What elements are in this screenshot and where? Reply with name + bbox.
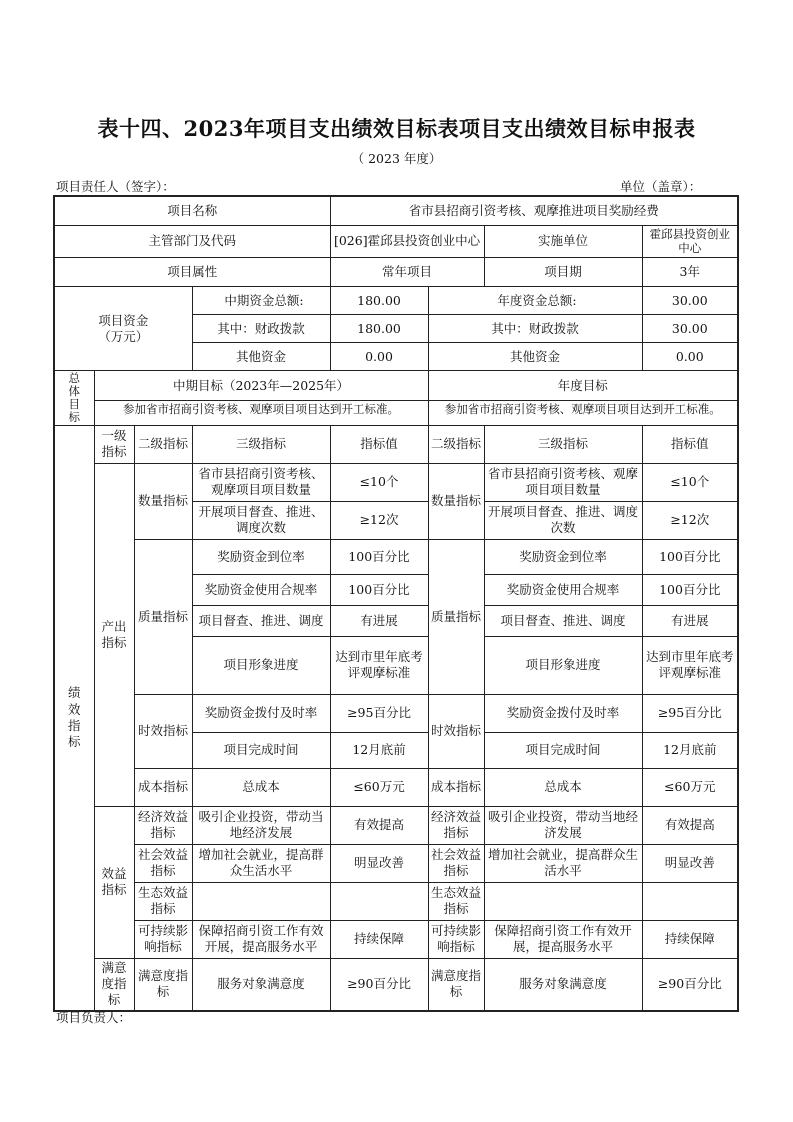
e1-value: 有效提高 xyxy=(330,806,428,844)
header-value: 指标值 xyxy=(330,425,428,463)
t1-name-right: 奖励资金拨付及时率 xyxy=(484,694,642,732)
project-attribute-value: 常年项目 xyxy=(330,258,484,287)
s1-name: 增加社会就业，提高群众生活水平 xyxy=(192,844,330,882)
ql2-value: 100百分比 xyxy=(330,574,428,605)
q2-value: ≥12次 xyxy=(330,501,428,539)
c1-value-right: ≤60万元 xyxy=(642,768,738,806)
ql4-value-right: 达到市里年底考评观摩标准 xyxy=(642,636,738,694)
quality-indicator-label: 质量指标 xyxy=(134,539,192,694)
implementing-unit-value: 霍邱县投资创业中心 xyxy=(642,225,738,258)
t2-value-right: 12月底前 xyxy=(642,732,738,768)
c1-name: 总成本 xyxy=(192,768,330,806)
q2-value-right: ≥12次 xyxy=(642,501,738,539)
q2-name: 开展项目督查、推进、调度次数 xyxy=(192,501,330,539)
mid-fiscal-value: 180.00 xyxy=(330,315,428,343)
su1-name-right: 保障招商引资工作有效开展，提高服务水平 xyxy=(484,920,642,958)
mid-goal-text: 参加省市招商引资考核、观摩项目项目达到开工标准。 xyxy=(94,401,428,425)
sustain-indicator-label-right: 可持续影响指标 xyxy=(428,920,484,958)
t1-value: ≥95百分比 xyxy=(330,694,428,732)
year-total-label: 年度资金总额: xyxy=(428,287,642,315)
ql2-name: 奖励资金使用合规率 xyxy=(192,574,330,605)
econ-indicator-label: 经济效益指标 xyxy=(134,806,192,844)
implementing-unit-label: 实施单位 xyxy=(484,225,642,258)
side-char: 总 xyxy=(68,371,80,386)
cost-indicator-label: 成本指标 xyxy=(134,768,192,806)
s1-value: 明显改善 xyxy=(330,844,428,882)
year-other-value: 0.00 xyxy=(642,343,738,371)
t2-value: 12月底前 xyxy=(330,732,428,768)
header-level3-right: 三级指标 xyxy=(484,425,642,463)
quantity-indicator-label-right: 数量指标 xyxy=(428,463,484,539)
side-char: 绩 xyxy=(67,685,81,701)
q2-name-right: 开展项目督查、推进、调度次数 xyxy=(484,501,642,539)
c1-value: ≤60万元 xyxy=(330,768,428,806)
side-char: 体 xyxy=(68,384,80,399)
t2-name: 项目完成时间 xyxy=(192,732,330,768)
ql1-name-right: 奖励资金到位率 xyxy=(484,539,642,574)
ql4-name-right: 项目形象进度 xyxy=(484,636,642,694)
header-level2-right: 二级指标 xyxy=(428,425,484,463)
side-char: 效 xyxy=(67,701,81,717)
sa1-value-right: ≥90百分比 xyxy=(642,958,738,1010)
header-level1: 一级指标 xyxy=(94,425,134,463)
timeliness-indicator-label: 时效指标 xyxy=(134,694,192,768)
header-value-right: 指标值 xyxy=(642,425,738,463)
ql3-name: 项目督查、推进、调度 xyxy=(192,605,330,636)
project-period-value: 3年 xyxy=(642,258,738,287)
header-level2: 二级指标 xyxy=(134,425,192,463)
s1-value-right: 明显改善 xyxy=(642,844,738,882)
year-goal-header: 年度目标 xyxy=(428,371,738,401)
ql2-value-right: 100百分比 xyxy=(642,574,738,605)
ql4-value: 达到市里年底考评观摩标准 xyxy=(330,636,428,694)
year-fiscal-label: 其中：财政拨款 xyxy=(428,315,642,343)
ql1-value-right: 100百分比 xyxy=(642,539,738,574)
department-value: [026]霍邱县投资创业中心 xyxy=(330,225,484,258)
sa1-name-right: 服务对象满意度 xyxy=(484,958,642,1010)
mid-total-label: 中期资金总额: xyxy=(192,287,330,315)
s1-name-right: 增加社会就业，提高群众生活水平 xyxy=(484,844,642,882)
project-attribute-label: 项目属性 xyxy=(54,258,330,287)
eco-value-empty-right xyxy=(642,882,738,920)
project-owner-label: 项目负责人： xyxy=(56,1010,132,1025)
ql3-value-right: 有进展 xyxy=(642,605,738,636)
t1-name: 奖励资金拨付及时率 xyxy=(192,694,330,732)
econ-indicator-label-right: 经济效益指标 xyxy=(428,806,484,844)
side-char: 目 xyxy=(68,397,80,412)
q1-value: ≤10个 xyxy=(330,463,428,501)
e1-name-right: 吸引企业投资，带动当地经济发展 xyxy=(484,806,642,844)
performance-side-label xyxy=(54,425,94,1010)
e1-name: 吸引企业投资，带动当地经济发展 xyxy=(192,806,330,844)
sat-level2-label: 满意度指标 xyxy=(134,958,192,1010)
project-funds-label-line1: 项目资金 xyxy=(98,312,149,328)
side-char: 标 xyxy=(67,734,81,749)
sa1-value: ≥90百分比 xyxy=(330,958,428,1010)
department-label: 主管部门及代码 xyxy=(54,225,330,258)
header-level3: 三级指标 xyxy=(192,425,330,463)
ql4-name: 项目形象进度 xyxy=(192,636,330,694)
ql3-name-right: 项目督查、推进、调度 xyxy=(484,605,642,636)
project-funds-label xyxy=(54,287,192,371)
t2-name-right: 项目完成时间 xyxy=(484,732,642,768)
eco-value-empty xyxy=(330,882,428,920)
year-line: （ 2023 年度） xyxy=(351,151,442,166)
mid-total-value: 180.00 xyxy=(330,287,428,315)
sat-level2-label-right: 满意度指标 xyxy=(428,958,484,1010)
year-total-value: 30.00 xyxy=(642,287,738,315)
q1-value-right: ≤10个 xyxy=(642,463,738,501)
su1-value-right: 持续保障 xyxy=(642,920,738,958)
project-funds-label-line2: （万元） xyxy=(98,328,149,344)
quantity-indicator-label: 数量指标 xyxy=(134,463,192,539)
sustain-indicator-label: 可持续影响指标 xyxy=(134,920,192,958)
eco-name-empty xyxy=(192,882,330,920)
year-fiscal-value: 30.00 xyxy=(642,315,738,343)
project-period-label: 项目期 xyxy=(484,258,642,287)
su1-value: 持续保障 xyxy=(330,920,428,958)
eco-indicator-label-right: 生态效益指标 xyxy=(428,882,484,920)
performance-target-table xyxy=(53,195,739,1012)
social-indicator-label-right: 社会效益指标 xyxy=(428,844,484,882)
project-name-value: 省市县招商引资考核、观摩推进项目奖励经费 xyxy=(330,196,738,225)
ql1-name: 奖励资金到位率 xyxy=(192,539,330,574)
mid-goal-header: 中期目标（2023年—2025年） xyxy=(94,371,428,401)
cost-indicator-label-right: 成本指标 xyxy=(428,768,484,806)
q1-name-right: 省市县招商引资考核、观摩项目项目数量 xyxy=(484,463,642,501)
sa1-name: 服务对象满意度 xyxy=(192,958,330,1010)
year-goal-text: 参加省市招商引资考核、观摩项目项目达到开工标准。 xyxy=(428,401,738,425)
page-title: 表十四、2023年项目支出绩效目标表项目支出绩效目标申报表 xyxy=(97,116,696,141)
ql1-value: 100百分比 xyxy=(330,539,428,574)
ql3-value: 有进展 xyxy=(330,605,428,636)
satisfaction-indicator-label: 满意度指标 xyxy=(94,958,134,1010)
mid-other-value: 0.00 xyxy=(330,343,428,371)
side-char: 指 xyxy=(67,717,81,733)
ql2-name-right: 奖励资金使用合规率 xyxy=(484,574,642,605)
project-name-label: 项目名称 xyxy=(54,196,330,225)
mid-fiscal-label: 其中：财政拨款 xyxy=(192,315,330,343)
benefit-indicator-label: 效益指标 xyxy=(94,806,134,958)
responsible-person-label: 项目责任人（签字）： xyxy=(56,179,175,194)
c1-name-right: 总成本 xyxy=(484,768,642,806)
mid-other-label: 其他资金 xyxy=(192,343,330,371)
overall-goal-side-label xyxy=(54,371,94,426)
t1-value-right: ≥95百分比 xyxy=(642,694,738,732)
output-indicator-label: 产出指标 xyxy=(94,463,134,806)
su1-name: 保障招商引资工作有效开展，提高服务水平 xyxy=(192,920,330,958)
year-other-label: 其他资金 xyxy=(428,343,642,371)
timeliness-indicator-label-right: 时效指标 xyxy=(428,694,484,768)
quality-indicator-label-right: 质量指标 xyxy=(428,539,484,694)
side-char: 标 xyxy=(68,410,80,424)
unit-seal-label: 单位（盖章）： xyxy=(620,179,702,194)
q1-name: 省市县招商引资考核、观摩项目项目数量 xyxy=(192,463,330,501)
eco-name-empty-right xyxy=(484,882,642,920)
e1-value-right: 有效提高 xyxy=(642,806,738,844)
eco-indicator-label: 生态效益指标 xyxy=(134,882,192,920)
social-indicator-label: 社会效益指标 xyxy=(134,844,192,882)
